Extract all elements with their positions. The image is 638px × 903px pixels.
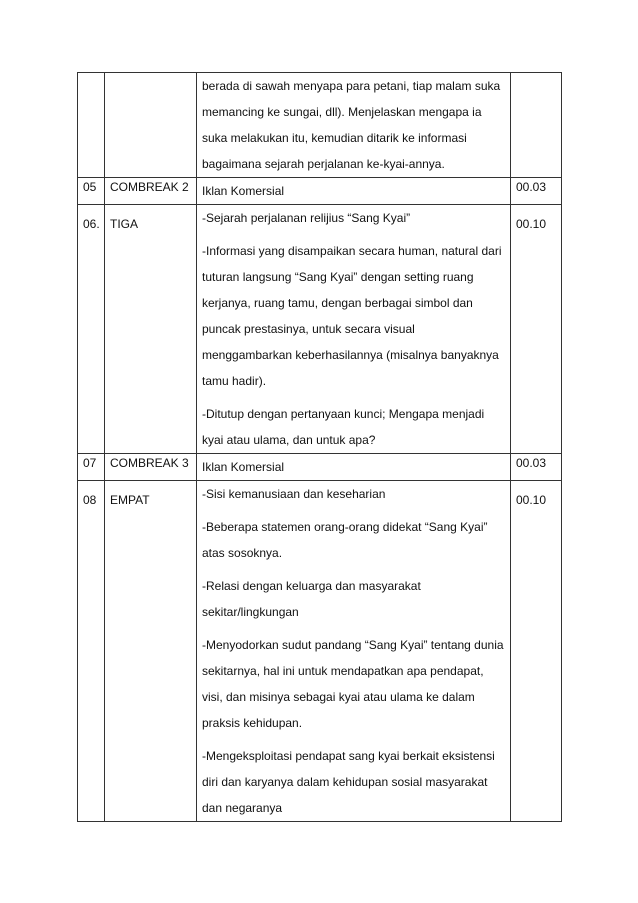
rundown-table <box>77 72 562 822</box>
content-paragraph: -Sejarah perjalanan relijius “Sang Kyai” <box>202 211 411 225</box>
segment-duration: 00.10 <box>511 481 562 822</box>
content-paragraph: -Ditutup dengan pertanyaan kunci; Mengapa menjadi kyai atau ulama, dan untuk apa? <box>202 407 485 447</box>
table-row <box>78 454 562 481</box>
rundown-table-body <box>78 73 562 822</box>
segment-duration <box>511 73 562 178</box>
content-paragraph: -Menyodorkan sudut pandang “Sang Kyai” tentang dunia sekitarnya, hal ini untuk mendapatkan apa pendapat, visi, dan misinya sebagai kyai atau ulama ke dalam praksis kehidupan. <box>202 638 504 730</box>
content-paragraph: Iklan Komersial <box>202 460 285 474</box>
segment-content <box>197 205 511 454</box>
content-paragraph: Iklan Komersial <box>202 184 285 198</box>
table-row <box>78 178 562 205</box>
content-paragraph: -Informasi yang disampaikan secara human, natural dari tuturan langsung “Sang Kyai” dengan setting ruang kerjanya, ruang tamu, dengan berbagai simbol dan puncak prestasinya, untuk secara visual menggambarkan keberhasilannya (misalnya banyaknya tamu hadir). <box>202 244 502 388</box>
segment-content <box>197 481 511 822</box>
content-paragraph: -Relasi dengan keluarga dan masyarakat sekitar/lingkungan <box>202 579 421 619</box>
table-row <box>78 73 562 178</box>
content-paragraph: -Sisi kemanusiaan dan keseharian <box>202 487 386 501</box>
content-paragraph: berada di sawah menyapa para petani, tiap malam suka memancing ke sungai, dll). Menjelaskan mengapa ia suka melakukan itu, kemudian ditarik ke informasi bagaimana sejarah perjalanan ke-kyai-annya. <box>202 79 501 171</box>
segment-name: EMPAT <box>105 481 197 822</box>
segment-number: 05 <box>78 178 105 205</box>
segment-name <box>105 73 197 178</box>
segment-duration: 00.03 <box>511 454 562 481</box>
table-row <box>78 481 562 822</box>
segment-content <box>197 454 511 481</box>
content-paragraph: -Mengeksploitasi pendapat sang kyai berkait eksistensi diri dan karyanya dalam kehidupan sosial masyarakat dan negaranya <box>202 749 495 815</box>
segment-name: COMBREAK 2 <box>105 178 197 205</box>
segment-number: 06. <box>78 205 105 454</box>
segment-number: 08 <box>78 481 105 822</box>
segment-duration: 00.10 <box>511 205 562 454</box>
segment-number <box>78 73 105 178</box>
segment-name: COMBREAK 3 <box>105 454 197 481</box>
segment-duration: 00.03 <box>511 178 562 205</box>
segment-content <box>197 178 511 205</box>
segment-name: TIGA <box>105 205 197 454</box>
segment-number: 07 <box>78 454 105 481</box>
table-row <box>78 205 562 454</box>
segment-content <box>197 73 511 178</box>
content-paragraph: -Beberapa statemen orang-orang didekat “Sang Kyai” atas sosoknya. <box>202 520 488 560</box>
